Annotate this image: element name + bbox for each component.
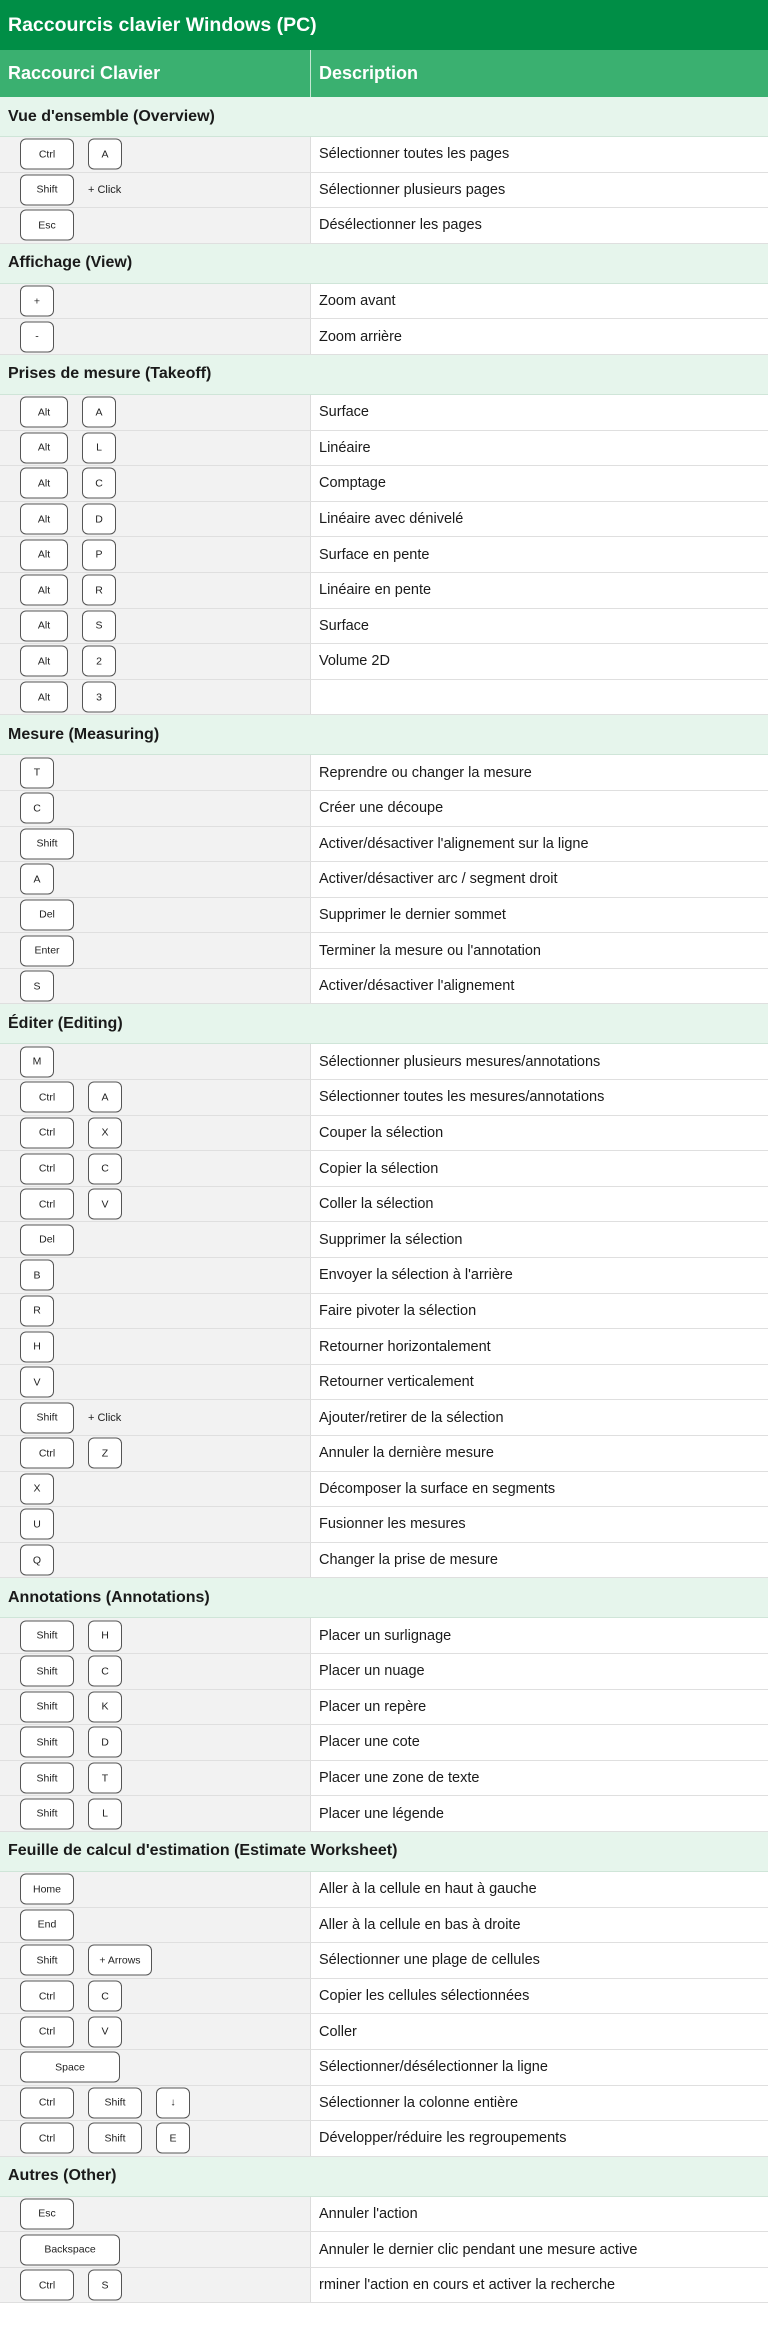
shortcut-cell bbox=[0, 1979, 311, 2014]
key-esc: Esc bbox=[20, 2198, 74, 2229]
shortcut-cell bbox=[0, 208, 311, 243]
description-cell: Envoyer la sélection à l'arrière bbox=[311, 1258, 768, 1293]
shortcut-cell bbox=[0, 609, 311, 644]
table-row bbox=[0, 644, 768, 680]
table-row bbox=[0, 2086, 768, 2122]
key-h: H bbox=[20, 1331, 54, 1362]
shortcut-cell bbox=[0, 1690, 311, 1725]
description-cell: Sélectionner la colonne entière bbox=[311, 2086, 768, 2121]
description-cell: Placer un nuage bbox=[311, 1654, 768, 1689]
description-cell: Placer une légende bbox=[311, 1796, 768, 1831]
description-cell: Fusionner les mesures bbox=[311, 1507, 768, 1542]
table-row bbox=[0, 898, 768, 934]
table-row bbox=[0, 680, 768, 716]
shortcut-cell bbox=[0, 1618, 311, 1653]
shortcut-cell bbox=[0, 2121, 311, 2156]
table-row bbox=[0, 1294, 768, 1330]
table-row bbox=[0, 1187, 768, 1223]
section-heading: Autres (Other) bbox=[0, 2157, 768, 2197]
key-shift: Shift bbox=[20, 1798, 74, 1829]
description-cell: Désélectionner les pages bbox=[311, 208, 768, 243]
key-t: T bbox=[88, 1763, 122, 1794]
description-cell: Aller à la cellule en bas à droite bbox=[311, 1908, 768, 1943]
table-row bbox=[0, 1400, 768, 1436]
description-cell: Surface bbox=[311, 395, 768, 430]
key-ctrl: Ctrl bbox=[20, 2016, 74, 2047]
description-cell: Annuler la dernière mesure bbox=[311, 1436, 768, 1471]
shortcut-cell bbox=[0, 1943, 311, 1978]
description-cell: Placer une zone de texte bbox=[311, 1761, 768, 1796]
shortcut-cell bbox=[0, 1654, 311, 1689]
table-row bbox=[0, 502, 768, 538]
shortcut-cell bbox=[0, 319, 311, 354]
key-ctrl: Ctrl bbox=[20, 1117, 74, 1148]
key-a: A bbox=[82, 397, 116, 428]
shortcut-cell bbox=[0, 1258, 311, 1293]
shortcut-cell bbox=[0, 862, 311, 897]
table-row bbox=[0, 1690, 768, 1726]
key-alt: Alt bbox=[20, 575, 68, 606]
table-row bbox=[0, 466, 768, 502]
key-shift: Shift bbox=[20, 1727, 74, 1758]
shortcut-cell bbox=[0, 1151, 311, 1186]
table-row bbox=[0, 1044, 768, 1080]
description-cell: Placer une cote bbox=[311, 1725, 768, 1760]
table-row bbox=[0, 173, 768, 209]
description-cell: Coller bbox=[311, 2014, 768, 2049]
key-x: X bbox=[20, 1473, 54, 1504]
description-cell: Supprimer le dernier sommet bbox=[311, 898, 768, 933]
page-title: Raccourcis clavier Windows (PC) bbox=[0, 0, 768, 50]
table-row bbox=[0, 1761, 768, 1797]
shortcut-cell bbox=[0, 1796, 311, 1831]
table-row bbox=[0, 969, 768, 1005]
description-cell: Annuler l'action bbox=[311, 2197, 768, 2232]
table-row bbox=[0, 2197, 768, 2233]
table-row bbox=[0, 862, 768, 898]
modifier-text: + Click bbox=[88, 1411, 122, 1424]
table-row bbox=[0, 395, 768, 431]
shortcut-cell bbox=[0, 969, 311, 1004]
header-shortcut: Raccourci Clavier bbox=[0, 50, 311, 97]
description-cell: Retourner verticalement bbox=[311, 1365, 768, 1400]
description-cell: Sélectionner toutes les pages bbox=[311, 137, 768, 172]
shortcut-cell bbox=[0, 644, 311, 679]
key-alt: Alt bbox=[20, 432, 68, 463]
key-shift: Shift bbox=[88, 2123, 142, 2154]
key-end: End bbox=[20, 1909, 74, 1940]
shortcut-cell bbox=[0, 1725, 311, 1760]
shortcut-cell bbox=[0, 395, 311, 430]
key-del: Del bbox=[20, 899, 74, 930]
shortcut-cell bbox=[0, 1294, 311, 1329]
table-row bbox=[0, 284, 768, 320]
key-alt: Alt bbox=[20, 397, 68, 428]
section-heading: Feuille de calcul d'estimation (Estimate Worksheet) bbox=[0, 1832, 768, 1872]
description-cell: Reprendre ou changer la mesure bbox=[311, 755, 768, 790]
table-row bbox=[0, 1472, 768, 1508]
key-ctrl: Ctrl bbox=[20, 1153, 74, 1184]
table-row bbox=[0, 1908, 768, 1944]
key-shift: Shift bbox=[20, 1945, 74, 1976]
table-row bbox=[0, 1329, 768, 1365]
description-cell: Placer un repère bbox=[311, 1690, 768, 1725]
description-cell: Coller la sélection bbox=[311, 1187, 768, 1222]
key-v: V bbox=[88, 1189, 122, 1220]
description-cell: Linéaire bbox=[311, 431, 768, 466]
shortcut-cell bbox=[0, 827, 311, 862]
section-heading: Annotations (Annotations) bbox=[0, 1578, 768, 1618]
shortcut-cell bbox=[0, 466, 311, 501]
key-shift: Shift bbox=[20, 1656, 74, 1687]
key-x: X bbox=[88, 1117, 122, 1148]
section-heading: Mesure (Measuring) bbox=[0, 715, 768, 755]
key-home: Home bbox=[20, 1874, 74, 1905]
key-alt: Alt bbox=[20, 468, 68, 499]
description-cell: Faire pivoter la sélection bbox=[311, 1294, 768, 1329]
shortcut-cell bbox=[0, 2268, 311, 2303]
key-t: T bbox=[20, 757, 54, 788]
table-row bbox=[0, 1796, 768, 1832]
table-row bbox=[0, 1979, 768, 2015]
key-v: V bbox=[88, 2016, 122, 2047]
key-shift: Shift bbox=[20, 1691, 74, 1722]
key-c: C bbox=[88, 1981, 122, 2012]
shortcut-cell bbox=[0, 2197, 311, 2232]
description-cell: Activer/désactiver l'alignement bbox=[311, 969, 768, 1004]
table-row bbox=[0, 2014, 768, 2050]
shortcut-cell bbox=[0, 791, 311, 826]
table-row bbox=[0, 1080, 768, 1116]
table-row bbox=[0, 1365, 768, 1401]
key-esc: Esc bbox=[20, 210, 74, 241]
shortcut-cell bbox=[0, 1329, 311, 1364]
description-cell: Sélectionner une plage de cellules bbox=[311, 1943, 768, 1978]
key-del: Del bbox=[20, 1224, 74, 1255]
key-p: P bbox=[82, 539, 116, 570]
shortcut-cell bbox=[0, 1187, 311, 1222]
key-c: C bbox=[82, 468, 116, 499]
key-shift: Shift bbox=[20, 1620, 74, 1651]
description-cell: Linéaire en pente bbox=[311, 573, 768, 608]
key-m: M bbox=[20, 1046, 54, 1077]
description-cell: Ajouter/retirer de la sélection bbox=[311, 1400, 768, 1435]
table-row bbox=[0, 1116, 768, 1152]
section-heading: Prises de mesure (Takeoff) bbox=[0, 355, 768, 395]
key-arrows: + Arrows bbox=[88, 1945, 152, 1976]
key-k: K bbox=[88, 1691, 122, 1722]
key-key: - bbox=[20, 321, 54, 352]
description-cell: Surface bbox=[311, 609, 768, 644]
key-ctrl: Ctrl bbox=[20, 1438, 74, 1469]
table-row bbox=[0, 1872, 768, 1908]
key-enter: Enter bbox=[20, 935, 74, 966]
description-cell: Retourner horizontalement bbox=[311, 1329, 768, 1364]
shortcut-cell bbox=[0, 933, 311, 968]
table-row bbox=[0, 827, 768, 863]
table-row bbox=[0, 1654, 768, 1690]
description-cell: Zoom avant bbox=[311, 284, 768, 319]
description-cell: Copier la sélection bbox=[311, 1151, 768, 1186]
table-row bbox=[0, 1151, 768, 1187]
shortcut-cell bbox=[0, 2014, 311, 2049]
key-e: E bbox=[156, 2123, 190, 2154]
shortcut-cell bbox=[0, 537, 311, 572]
key-r: R bbox=[82, 575, 116, 606]
shortcut-cell bbox=[0, 898, 311, 933]
shortcut-cell bbox=[0, 1908, 311, 1943]
description-cell: Placer un surlignage bbox=[311, 1618, 768, 1653]
description-cell: Créer une découpe bbox=[311, 791, 768, 826]
key-v: V bbox=[20, 1367, 54, 1398]
key-c: C bbox=[20, 793, 54, 824]
description-cell: Sélectionner plusieurs mesures/annotations bbox=[311, 1044, 768, 1079]
shortcut-cell bbox=[0, 1400, 311, 1435]
key-a: A bbox=[88, 139, 122, 170]
shortcut-cell bbox=[0, 1436, 311, 1471]
table-row bbox=[0, 2268, 768, 2304]
key-space: Space bbox=[20, 2052, 120, 2083]
key-ctrl: Ctrl bbox=[20, 2087, 74, 2118]
key-ctrl: Ctrl bbox=[20, 139, 74, 170]
key-ctrl: Ctrl bbox=[20, 2123, 74, 2154]
description-cell: Surface en pente bbox=[311, 537, 768, 572]
description-cell: Annuler le dernier clic pendant une mesure active bbox=[311, 2232, 768, 2267]
description-cell: Copier les cellules sélectionnées bbox=[311, 1979, 768, 2014]
key-ctrl: Ctrl bbox=[20, 1981, 74, 2012]
key-s: S bbox=[88, 2270, 122, 2301]
key-ctrl: Ctrl bbox=[20, 2270, 74, 2301]
shortcut-cell bbox=[0, 1872, 311, 1907]
shortcut-cell bbox=[0, 1543, 311, 1578]
description-cell: Comptage bbox=[311, 466, 768, 501]
key-a: A bbox=[20, 864, 54, 895]
description-cell: Sélectionner toutes les mesures/annotations bbox=[311, 1080, 768, 1115]
key-shift: Shift bbox=[20, 174, 74, 205]
key-2: 2 bbox=[82, 646, 116, 677]
description-cell: Activer/désactiver arc / segment droit bbox=[311, 862, 768, 897]
key-l: L bbox=[88, 1798, 122, 1829]
shortcut-cell bbox=[0, 680, 311, 715]
table-row bbox=[0, 1436, 768, 1472]
key-ctrl: Ctrl bbox=[20, 1082, 74, 1113]
shortcut-cell bbox=[0, 284, 311, 319]
key-z: Z bbox=[88, 1438, 122, 1469]
key-h: H bbox=[88, 1620, 122, 1651]
description-cell: Zoom arrière bbox=[311, 319, 768, 354]
shortcut-cell bbox=[0, 137, 311, 172]
shortcut-cell bbox=[0, 1472, 311, 1507]
shortcut-cell bbox=[0, 173, 311, 208]
shortcut-cell bbox=[0, 1080, 311, 1115]
key-c: C bbox=[88, 1656, 122, 1687]
shortcut-cell bbox=[0, 1507, 311, 1542]
key-s: S bbox=[20, 971, 54, 1002]
table-row bbox=[0, 573, 768, 609]
description-cell: rminer l'action en cours et activer la recherche bbox=[311, 2268, 768, 2303]
key-q: Q bbox=[20, 1545, 54, 1576]
table-row bbox=[0, 609, 768, 645]
table-row bbox=[0, 755, 768, 791]
description-cell: Sélectionner plusieurs pages bbox=[311, 173, 768, 208]
key-key: + bbox=[20, 286, 54, 317]
table-header bbox=[0, 50, 768, 97]
table-row bbox=[0, 137, 768, 173]
key-shift: Shift bbox=[20, 1763, 74, 1794]
header-description: Description bbox=[319, 63, 419, 83]
shortcut-cell bbox=[0, 1365, 311, 1400]
description-cell: Changer la prise de mesure bbox=[311, 1543, 768, 1578]
description-cell bbox=[311, 680, 768, 715]
section-heading: Éditer (Editing) bbox=[0, 1004, 768, 1044]
key-c: C bbox=[88, 1153, 122, 1184]
key-shift: Shift bbox=[88, 2087, 142, 2118]
shortcut-cell bbox=[0, 1116, 311, 1151]
description-cell: Aller à la cellule en haut à gauche bbox=[311, 1872, 768, 1907]
shortcut-cell bbox=[0, 1222, 311, 1257]
table-row bbox=[0, 2121, 768, 2157]
key-d: D bbox=[88, 1727, 122, 1758]
key-3: 3 bbox=[82, 682, 116, 713]
table-row bbox=[0, 791, 768, 827]
table-row bbox=[0, 1507, 768, 1543]
shortcut-cell bbox=[0, 1761, 311, 1796]
description-cell: Développer/réduire les regroupements bbox=[311, 2121, 768, 2156]
key-b: B bbox=[20, 1260, 54, 1291]
key-alt: Alt bbox=[20, 646, 68, 677]
section-heading: Affichage (View) bbox=[0, 244, 768, 284]
key-alt: Alt bbox=[20, 539, 68, 570]
key-r: R bbox=[20, 1295, 54, 1326]
table-row bbox=[0, 1543, 768, 1579]
key-u: U bbox=[20, 1509, 54, 1540]
table-row bbox=[0, 933, 768, 969]
table-row bbox=[0, 1943, 768, 1979]
key-l: L bbox=[82, 432, 116, 463]
table-row bbox=[0, 2232, 768, 2268]
description-cell: Décomposer la surface en segments bbox=[311, 1472, 768, 1507]
description-cell: Terminer la mesure ou l'annotation bbox=[311, 933, 768, 968]
key-s: S bbox=[82, 610, 116, 641]
shortcut-cell bbox=[0, 755, 311, 790]
description-cell: Activer/désactiver l'alignement sur la ligne bbox=[311, 827, 768, 862]
shortcut-cell bbox=[0, 2050, 311, 2085]
shortcut-cell bbox=[0, 502, 311, 537]
description-cell: Linéaire avec dénivelé bbox=[311, 502, 768, 537]
key-shift: Shift bbox=[20, 1402, 74, 1433]
shortcut-cell bbox=[0, 2086, 311, 2121]
description-cell: Supprimer la sélection bbox=[311, 1222, 768, 1257]
description-cell: Sélectionner/désélectionner la ligne bbox=[311, 2050, 768, 2085]
table-row bbox=[0, 2050, 768, 2086]
key-backspace: Backspace bbox=[20, 2234, 120, 2265]
shortcut-cell bbox=[0, 573, 311, 608]
key-alt: Alt bbox=[20, 610, 68, 641]
shortcut-cell bbox=[0, 2232, 311, 2267]
table-row bbox=[0, 537, 768, 573]
table-row bbox=[0, 431, 768, 467]
table-row bbox=[0, 1618, 768, 1654]
key-alt: Alt bbox=[20, 504, 68, 535]
table-row bbox=[0, 208, 768, 244]
key-ctrl: Ctrl bbox=[20, 1189, 74, 1220]
key-d: D bbox=[82, 504, 116, 535]
table-row bbox=[0, 1725, 768, 1761]
shortcuts-table bbox=[0, 97, 768, 2303]
key-alt: Alt bbox=[20, 682, 68, 713]
description-cell: Couper la sélection bbox=[311, 1116, 768, 1151]
modifier-text: + Click bbox=[88, 183, 122, 196]
section-heading: Vue d'ensemble (Overview) bbox=[0, 97, 768, 137]
key-key: ↓ bbox=[156, 2087, 190, 2118]
key-a: A bbox=[88, 1082, 122, 1113]
table-row bbox=[0, 319, 768, 355]
table-row bbox=[0, 1222, 768, 1258]
description-cell: Volume 2D bbox=[311, 644, 768, 679]
shortcut-cell bbox=[0, 1044, 311, 1079]
key-shift: Shift bbox=[20, 828, 74, 859]
shortcut-cell bbox=[0, 431, 311, 466]
table-row bbox=[0, 1258, 768, 1294]
